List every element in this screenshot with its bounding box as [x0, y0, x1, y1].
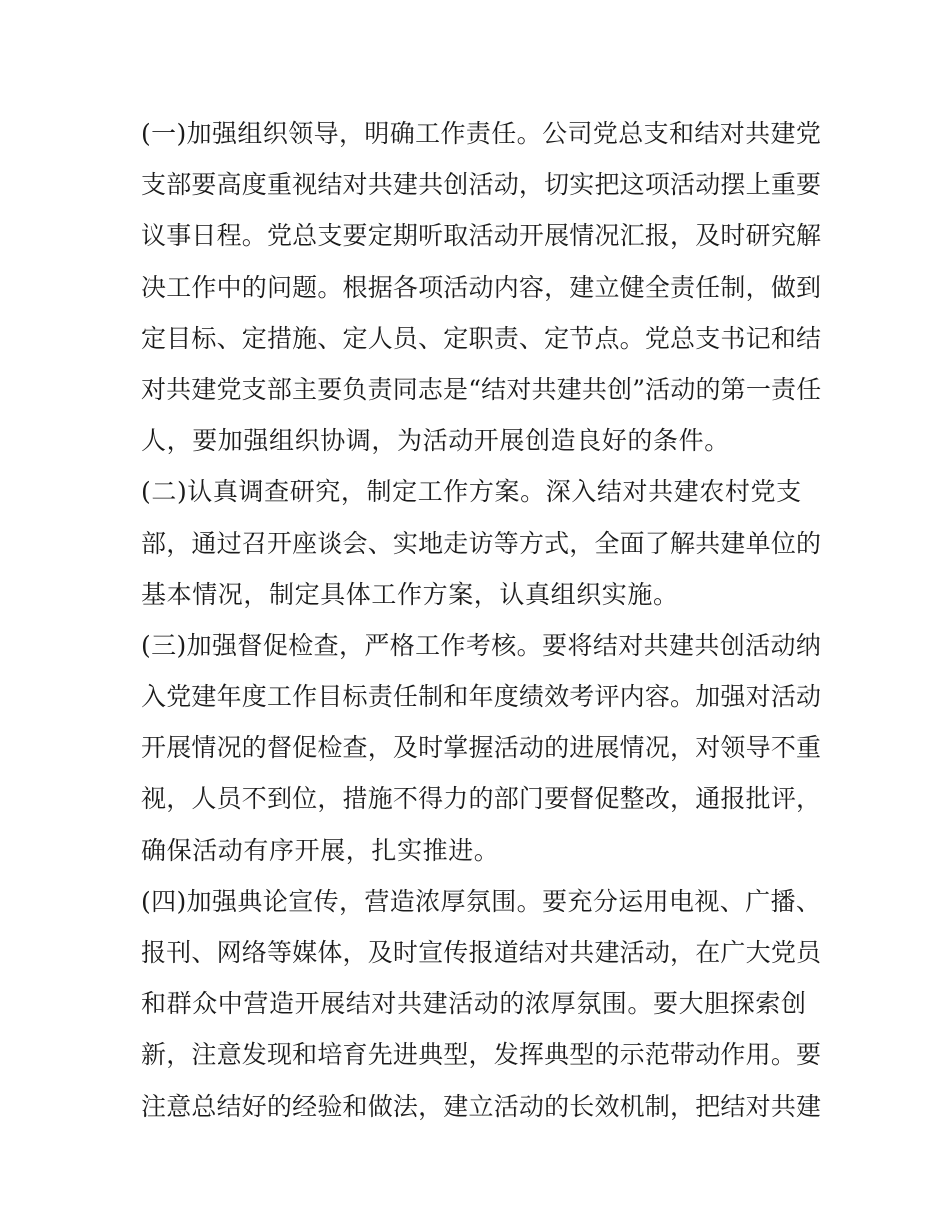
text-line: 基本情况，制定具体工作方案，认真组织实施。 — [141, 579, 679, 609]
text-line: 视，人员不到位，措施不得力的部门要督促整改，通报批评， — [141, 784, 822, 814]
text-line: 支部要高度重视结对共建共创活动，切实把这项活动摆上重要 — [141, 170, 822, 200]
text-line: 和群众中营造开展结对共建活动的浓厚氛围。要大胆探索创 — [141, 989, 807, 1019]
text-line: (一)加强组织领导，明确工作责任。公司党总支和结对共建党 — [141, 119, 822, 148]
document-body — [141, 108, 821, 1132]
text-line: 对共建党支部主要负责同志是“结对共建共创”活动的第一责任 — [141, 374, 822, 404]
text-line: 定目标、定措施、定人员、定职责、定节点。党总支书记和结 — [141, 323, 822, 353]
text-line: 决工作中的问题。根据各项活动内容，建立健全责任制，做到 — [141, 272, 822, 302]
text-line: 开展情况的督促检查，及时掌握活动的进展情况，对领导不重 — [141, 733, 822, 763]
text-line: (三)加强督促检查，严格工作考核。要将结对共建共创活动纳 — [141, 630, 822, 660]
text-line: 议事日程。党总支要定期听取活动开展情况汇报，及时研究解 — [141, 221, 822, 251]
text-line: 确保活动有序开展，扎实推进。 — [141, 835, 500, 865]
text-line: (二)认真调查研究，制定工作方案。深入结对共建农村党支 — [141, 477, 802, 507]
text-line: 报刊、网络等媒体，及时宣传报道结对共建活动，在广大党员 — [141, 938, 822, 967]
text-line: 新，注意发现和培育先进典型，发挥典型的示范带动作用。要 — [141, 1040, 822, 1070]
text-line: 人，要加强组织协调，为活动开展创造良好的条件。 — [141, 426, 730, 456]
text-line: 注意总结好的经验和做法，建立活动的长效机制，把结对共建 — [141, 1091, 822, 1121]
text-line: 入党建年度工作目标责任制和年度绩效考评内容。加强对活动 — [141, 682, 822, 712]
text-line: (四)加强典论宣传，营造浓厚氛围。要充分运用电视、广播、 — [141, 886, 822, 916]
text-line: 部，通过召开座谈会、实地走访等方式，全面了解共建单位的 — [141, 528, 822, 558]
